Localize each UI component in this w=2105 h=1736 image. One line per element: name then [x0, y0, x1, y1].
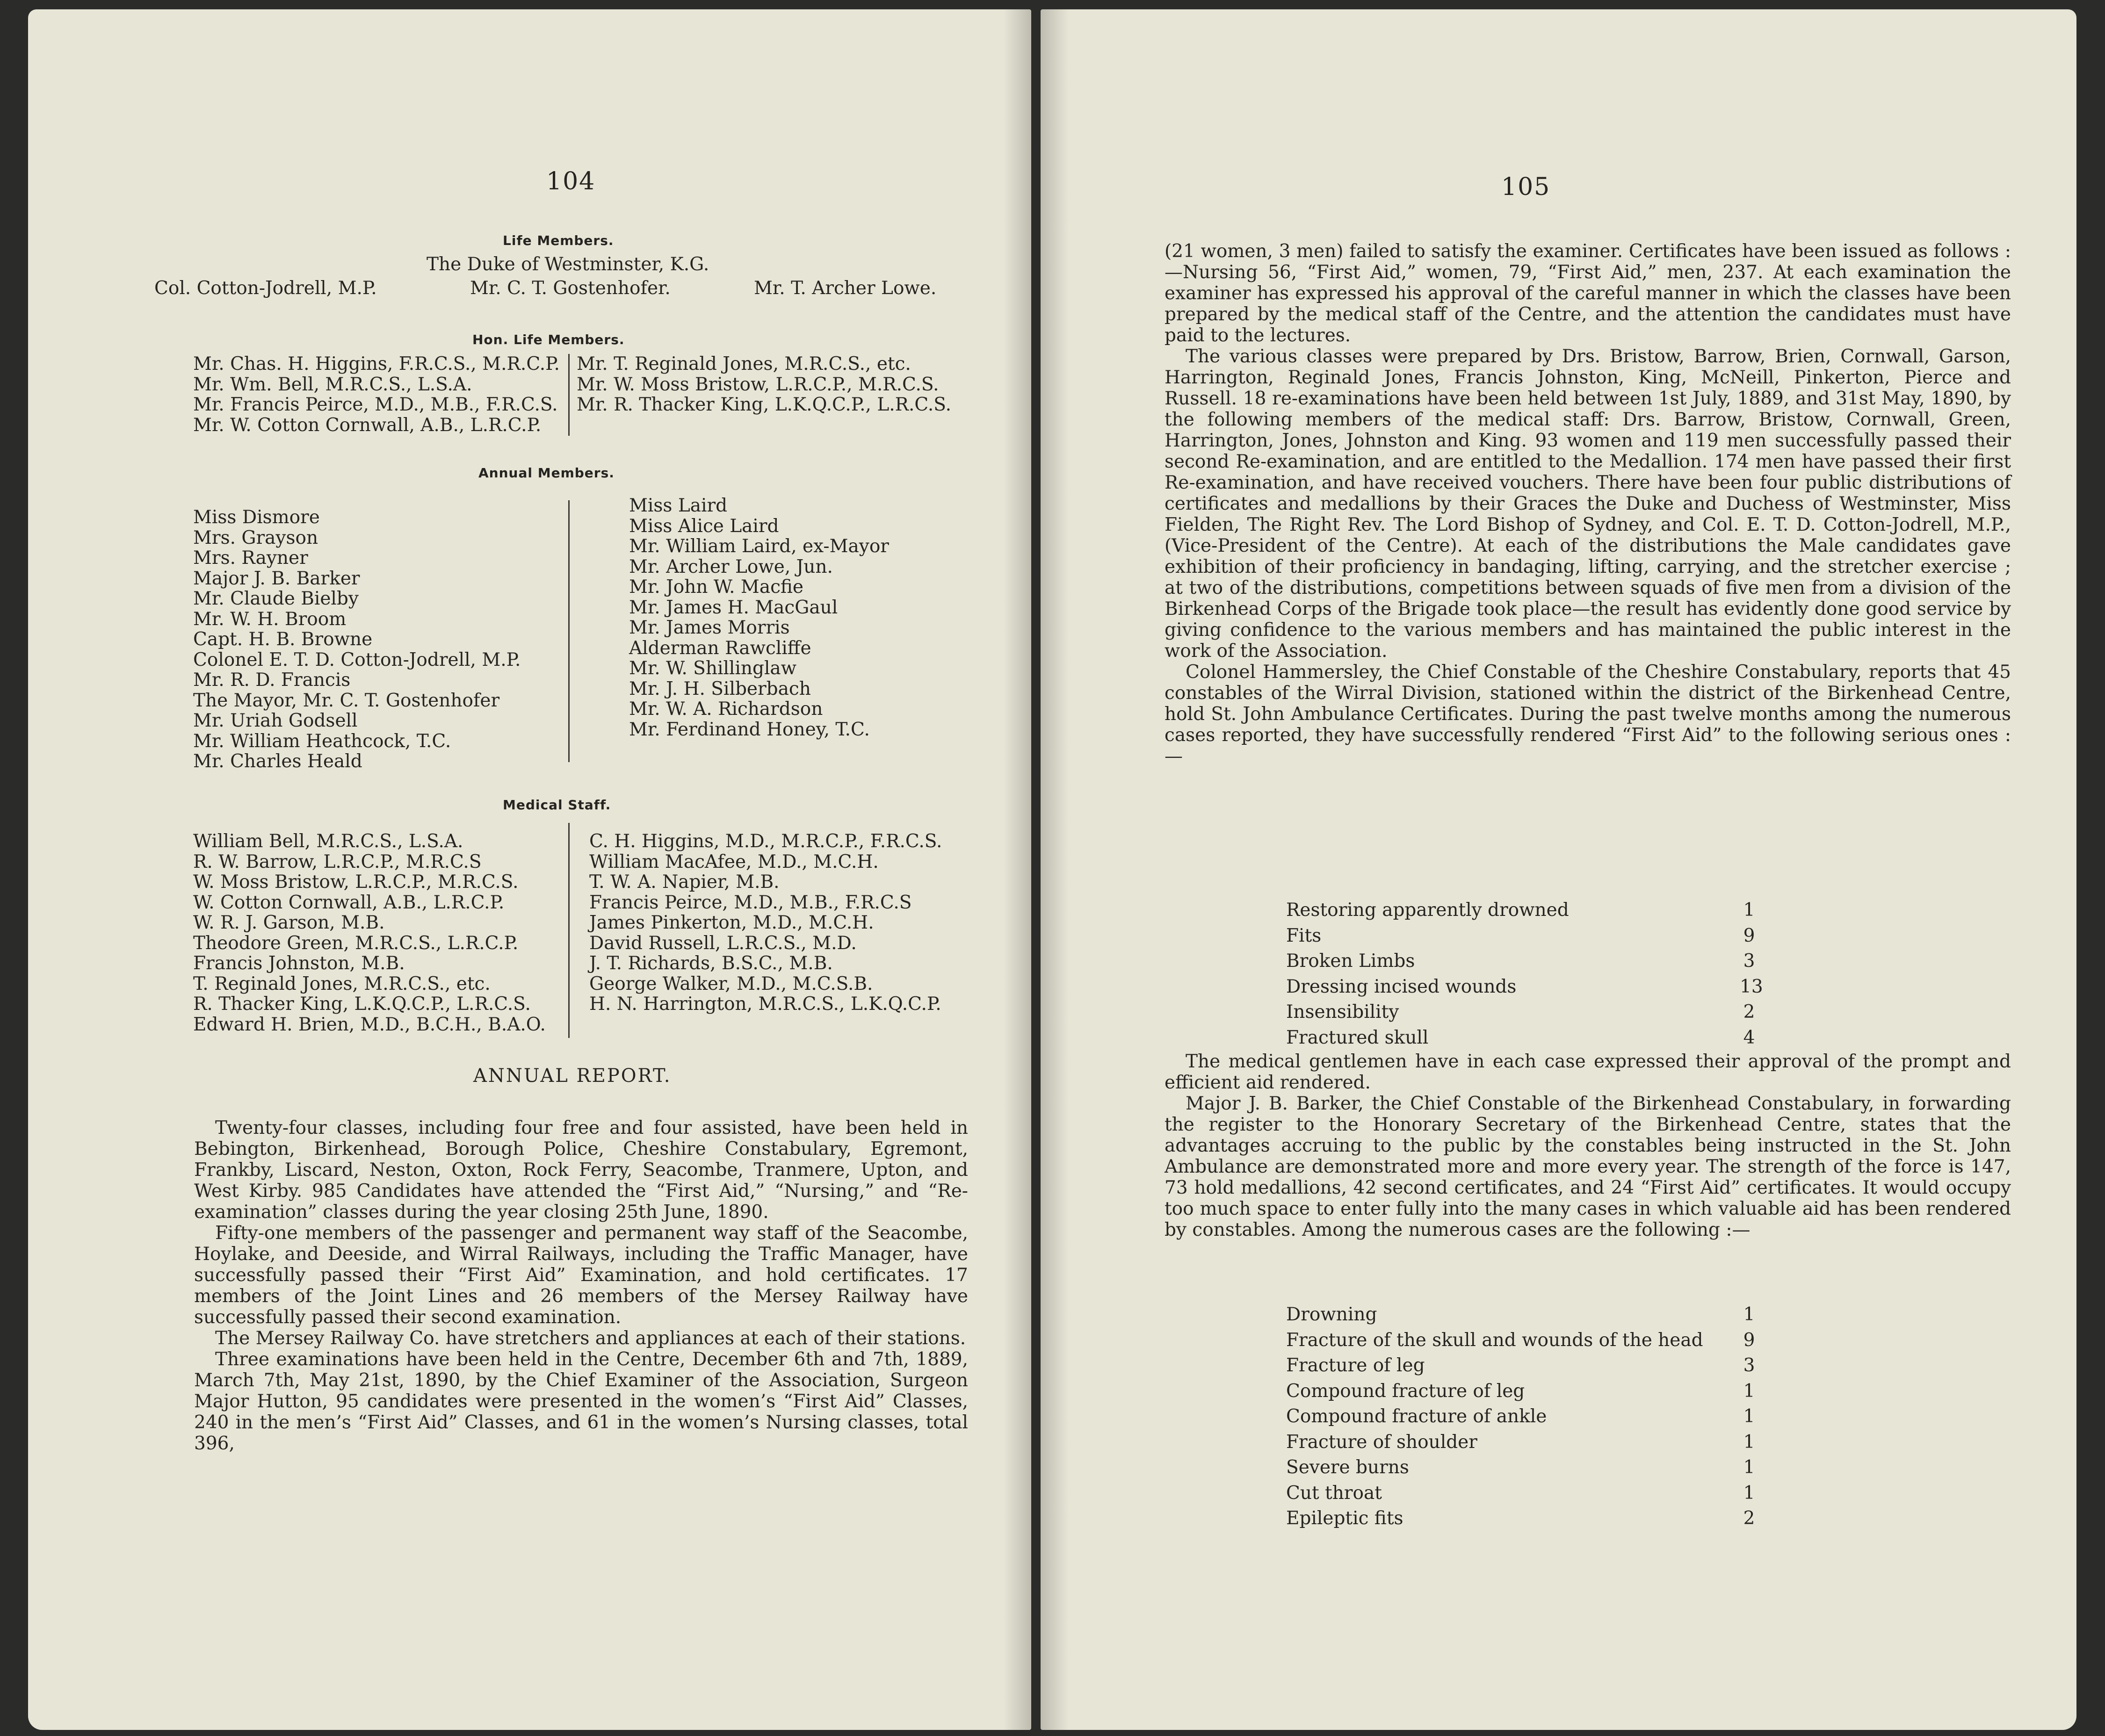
- medical-staff-left: [193, 831, 546, 1035]
- list-item: Mr. T. Reginald Jones, M.R.C.S., etc.: [577, 353, 911, 375]
- case-count: 1: [1743, 1406, 1755, 1427]
- list-item: W. Cotton Cornwall, A.B., L.R.C.P.: [193, 892, 505, 913]
- annual-members-title: Annual Members.: [478, 465, 615, 481]
- life-member: Col. Cotton-Jodrell, M.P.: [154, 278, 377, 299]
- list-item: R. Thacker King, L.K.Q.C.P., L.R.C.S.: [193, 994, 531, 1015]
- page-gutter-shadow: [1003, 9, 1031, 1730]
- case-count: 3: [1743, 1355, 1755, 1376]
- list-item: W. R. J. Garson, M.B.: [193, 912, 385, 933]
- hon-life-members-left: [193, 354, 560, 435]
- case-label: Drowning: [1286, 1304, 1377, 1325]
- paragraph: (21 women, 3 men) failed to satisfy the examiner. Certificates have been issued as follows :—Nursing 56, “First Aid,” women, 79, “First Aid,” men, 237. At each examination the examiner has expressed his approval of the careful manner in which the classes have been prepared by the medical staff of the Centre, and the attention the candidates must have paid to the lectures.: [1165, 241, 2011, 346]
- list-item: Capt. H. B. Browne: [193, 629, 373, 650]
- table-row: [1286, 1302, 1801, 1328]
- case-count: 1: [1743, 1431, 1755, 1453]
- case-label: Fracture of leg: [1286, 1355, 1425, 1376]
- list-item: Mr. R. D. Francis: [193, 670, 351, 691]
- case-label: Epileptic fits: [1286, 1508, 1403, 1529]
- list-item: Edward H. Brien, M.D., B.C.H., B.A.O.: [193, 1014, 546, 1035]
- list-item: Mr. William Heathcock, T.C.: [193, 730, 451, 752]
- medical-staff-right: [589, 831, 942, 1015]
- list-item: James Pinkerton, M.D., M.C.H.: [589, 912, 874, 933]
- annual-report-body: [194, 1117, 968, 1454]
- case-count: 3: [1743, 951, 1755, 972]
- life-member: Mr. T. Archer Lowe.: [754, 278, 937, 299]
- table-row: [1286, 1455, 1801, 1481]
- list-item: William MacAfee, M.D., M.C.H.: [589, 851, 879, 872]
- first-aid-cases-table-1: [1286, 898, 1801, 1051]
- table-row: [1286, 949, 1801, 974]
- list-item: R. W. Barrow, L.R.C.P., M.R.C.S: [193, 851, 482, 872]
- list-item: Mr. W. H. Broom: [193, 608, 347, 630]
- list-item: Colonel E. T. D. Cotton-Jodrell, M.P.: [193, 649, 521, 670]
- case-label: Insensibility: [1286, 1001, 1399, 1023]
- medical-staff-title: Medical Staff.: [503, 797, 611, 813]
- list-item: J. T. Richards, B.S.C., M.B.: [589, 953, 833, 974]
- case-label: Compound fracture of leg: [1286, 1380, 1525, 1402]
- report-continuation-b: [1165, 1051, 2011, 1240]
- paragraph: Colonel Hammersley, the Chief Constable of the Cheshire Constabulary, reports that 45 constables of the Wirral Division, stationed within the district of the Birkenhead Centre, hold St. John Ambulance Certificates. During the past twelve months among the numerous cases reported, they have successfully rendered “First Aid” to the following serious ones :—: [1165, 662, 2011, 767]
- paragraph: Twenty-four classes, including four free and four assisted, have been held in Bebington, Birkenhead, Borough Police, Cheshire Constabulary, Egremont, Frankby, Liscard, Neston, Oxton, Rock Ferry, Seacombe, Tranmere, Upton, and West Kirby. 985 Candidates have attended the “First Aid,” “Nursing,” and “Re-examination” classes during the year closing 25th June, 1890.: [194, 1117, 968, 1223]
- hon-life-members-title: Hon. Life Members.: [472, 332, 625, 347]
- list-item: Mr. W. A. Richardson: [629, 699, 823, 720]
- column-divider: [568, 823, 570, 1038]
- table-row: [1286, 1481, 1801, 1506]
- table-row: [1286, 923, 1801, 949]
- list-item: Mr. James H. MacGaul: [629, 597, 838, 618]
- paragraph: Major J. B. Barker, the Chief Constable of the Birkenhead Constabulary, in forwarding the register to the Honorary Secretary of the Birkenhead Centre, states that the advantages accruing to the public by the constables being instructed in the St. John Ambulance are demonstrated more and more every year. The strength of the force is 147, 73 hold medallions, 42 second certificates, and 24 “First Aid” certificates. It would occupy too much space to enter fully into the many cases in which valuable aid has been rendered by constables. Among the numerous cases are the following :—: [1165, 1093, 2011, 1240]
- table-row: [1286, 1379, 1801, 1405]
- case-count: 1: [1743, 1380, 1755, 1402]
- case-label: Fracture of the skull and wounds of the head: [1286, 1329, 1703, 1351]
- case-label: Fits: [1286, 925, 1322, 946]
- case-label: Cut throat: [1286, 1482, 1382, 1504]
- page-gutter-shadow: [1041, 9, 1069, 1730]
- case-count: 2: [1743, 1001, 1755, 1023]
- case-count: 1: [1743, 1304, 1755, 1325]
- first-aid-cases-table-2: [1286, 1302, 1801, 1532]
- list-item: Mr. Ferdinand Honey, T.C.: [629, 719, 870, 740]
- list-item: Mr. James Morris: [629, 617, 790, 638]
- list-item: George Walker, M.D., M.C.S.B.: [589, 973, 873, 994]
- list-item: Francis Peirce, M.D., M.B., F.R.C.S: [589, 892, 912, 913]
- table-row: [1286, 1353, 1801, 1379]
- list-item: T. Reginald Jones, M.R.C.S., etc.: [193, 973, 491, 994]
- list-item: Mr. Archer Lowe, Jun.: [629, 556, 833, 577]
- case-count: 2: [1743, 1508, 1755, 1529]
- list-item: Mr. W. Cotton Cornwall, A.B., L.R.C.P.: [193, 414, 542, 436]
- annual-members-left: [193, 507, 521, 772]
- list-item: Mr. Chas. H. Higgins, F.R.C.S., M.R.C.P.: [193, 353, 560, 375]
- page-number: 104: [546, 167, 596, 195]
- list-item: Mr. J. H. Silberbach: [629, 678, 811, 699]
- annual-report-heading: ANNUAL REPORT.: [473, 1065, 672, 1087]
- list-item: Francis Johnston, M.B.: [193, 953, 405, 974]
- list-item: W. Moss Bristow, L.R.C.P., M.R.C.S.: [193, 872, 519, 893]
- list-item: C. H. Higgins, M.D., M.R.C.P., F.R.C.S.: [589, 831, 942, 852]
- paragraph: Three examinations have been held in the Centre, December 6th and 7th, 1889, March 7th, May 21st, 1890, by the Chief Examiner of the Association, Surgeon Major Hutton, 95 candidates were presented in the women’s “First Aid” Classes, 240 in the men’s “First Aid” Classes, and 61 in the women’s Nursing classes, total 396,: [194, 1349, 968, 1454]
- list-item: Mr. W. Moss Bristow, L.R.C.P., M.R.C.S.: [577, 374, 939, 395]
- case-count: 1: [1743, 1482, 1755, 1504]
- list-item: Mrs. Rayner: [193, 547, 308, 569]
- paragraph: Fifty-one members of the passenger and permanent way staff of the Seacombe, Hoylake, and Deeside, and Wirral Railways, including the Traffic Manager, have successfully passed their “First Aid” Examination, and hold certificates. 17 members of the Joint Lines and 26 members of the Mersey Railway have successfully passed their second examination.: [194, 1223, 968, 1328]
- list-item: William Bell, M.R.C.S., L.S.A.: [193, 831, 463, 852]
- case-count: 1: [1743, 900, 1755, 921]
- list-item: Theodore Green, M.R.C.S., L.R.C.P.: [193, 932, 519, 954]
- case-count: 9: [1743, 1329, 1755, 1351]
- hon-life-members-right: [577, 354, 951, 415]
- list-item: David Russell, L.R.C.S., M.D.: [589, 932, 857, 954]
- table-row: [1286, 1430, 1801, 1455]
- list-item: Mrs. Grayson: [193, 527, 318, 548]
- case-label: Restoring apparently drowned: [1286, 900, 1569, 921]
- list-item: The Mayor, Mr. C. T. Gostenhofer: [193, 690, 500, 711]
- list-item: H. N. Harrington, M.R.C.S., L.K.Q.C.P.: [589, 994, 941, 1015]
- list-item: Miss Laird: [629, 495, 728, 516]
- list-item: Miss Dismore: [193, 507, 320, 528]
- case-count: 1: [1743, 1457, 1755, 1478]
- list-item: Mr. Uriah Godsell: [193, 710, 358, 731]
- table-row: [1286, 974, 1801, 1000]
- list-item: Mr. John W. Macfie: [629, 576, 804, 598]
- paragraph: The various classes were prepared by Drs. Bristow, Barrow, Brien, Cornwall, Garson, Harrington, Reginald Jones, Francis Johnston, King, McNeill, Pinkerton, Pierce and Russell. 18 re-examinations have been held between 1st July, 1889, and 31st May, 1890, by the following members of the medical staff: Drs. Barrow, Bristow, Cornwall, Green, Harrington, Jones, Johnston and King. 93 women and 119 men successfully passed their second Re-examination, and are entitled to the Medallion. 174 men have passed their first Re-examination, and have received vouchers. There have been four public distributions of certificates and medallions by their Graces the Duke and Duchess of Westminster, Miss Fielden, The Right Rev. The Lord Bishop of Sydney, and Col. E. T. D. Cotton-Jodrell, M.P., (Vice-President of the Centre). At each of the distributions the Male candidates gave exhibition of their proficiency in bandaging, lifting, carrying, and the stretcher exercise ; at two of the distributions, competitions between squads of five men from a division of the Birkenhead Corps of the Brigade took place—the result has evidently done good service by giving confidence to the various members and has maintained the public interest in the work of the Association.: [1165, 346, 2011, 662]
- list-item: Mr. R. Thacker King, L.K.Q.C.P., L.R.C.S.: [577, 394, 951, 415]
- left-page: [28, 9, 1031, 1730]
- table-row: [1286, 1506, 1801, 1532]
- table-row: [1286, 1025, 1801, 1051]
- list-item: Mr. Francis Peirce, M.D., M.B., F.R.C.S.: [193, 394, 558, 415]
- case-label: Fracture of shoulder: [1286, 1431, 1477, 1453]
- case-label: Fractured skull: [1286, 1027, 1429, 1048]
- life-member-duke: The Duke of Westminster, K.G.: [427, 254, 709, 275]
- list-item: Mr. Claude Bielby: [193, 588, 359, 609]
- table-row: [1286, 1328, 1801, 1354]
- annual-members-right: [629, 496, 889, 740]
- table-row: [1286, 1404, 1801, 1430]
- list-item: Mr. William Laird, ex-Mayor: [629, 536, 889, 557]
- paragraph: The medical gentlemen have in each case expressed their approval of the prompt and efficient aid rendered.: [1165, 1051, 2011, 1093]
- page-number: 105: [1501, 173, 1551, 201]
- case-label: Broken Limbs: [1286, 951, 1415, 972]
- list-item: Alderman Rawcliffe: [629, 637, 811, 659]
- table-row: [1286, 1000, 1801, 1025]
- case-label: Compound fracture of ankle: [1286, 1406, 1547, 1427]
- case-count: 9: [1743, 925, 1755, 946]
- life-members-title: Life Members.: [503, 233, 614, 248]
- column-divider: [568, 500, 570, 762]
- life-member: Mr. C. T. Gostenhofer.: [470, 278, 671, 299]
- list-item: Mr. W. Shillinglaw: [629, 658, 797, 679]
- list-item: T. W. A. Napier, M.B.: [589, 872, 780, 893]
- right-page: [1041, 9, 2076, 1730]
- table-row: [1286, 898, 1801, 923]
- case-label: Dressing incised wounds: [1286, 976, 1517, 997]
- list-item: Major J. B. Barker: [193, 568, 360, 589]
- list-item: Mr. Charles Heald: [193, 751, 362, 772]
- case-label: Severe burns: [1286, 1457, 1409, 1478]
- case-count: 4: [1743, 1027, 1755, 1048]
- list-item: Mr. Wm. Bell, M.R.C.S., L.S.A.: [193, 374, 472, 395]
- list-item: Miss Alice Laird: [629, 515, 779, 537]
- column-divider: [568, 354, 570, 436]
- case-count: 13: [1740, 976, 1763, 997]
- paragraph: The Mersey Railway Co. have stretchers and appliances at each of their stations.: [215, 1328, 966, 1349]
- report-continuation: [1165, 241, 2011, 767]
